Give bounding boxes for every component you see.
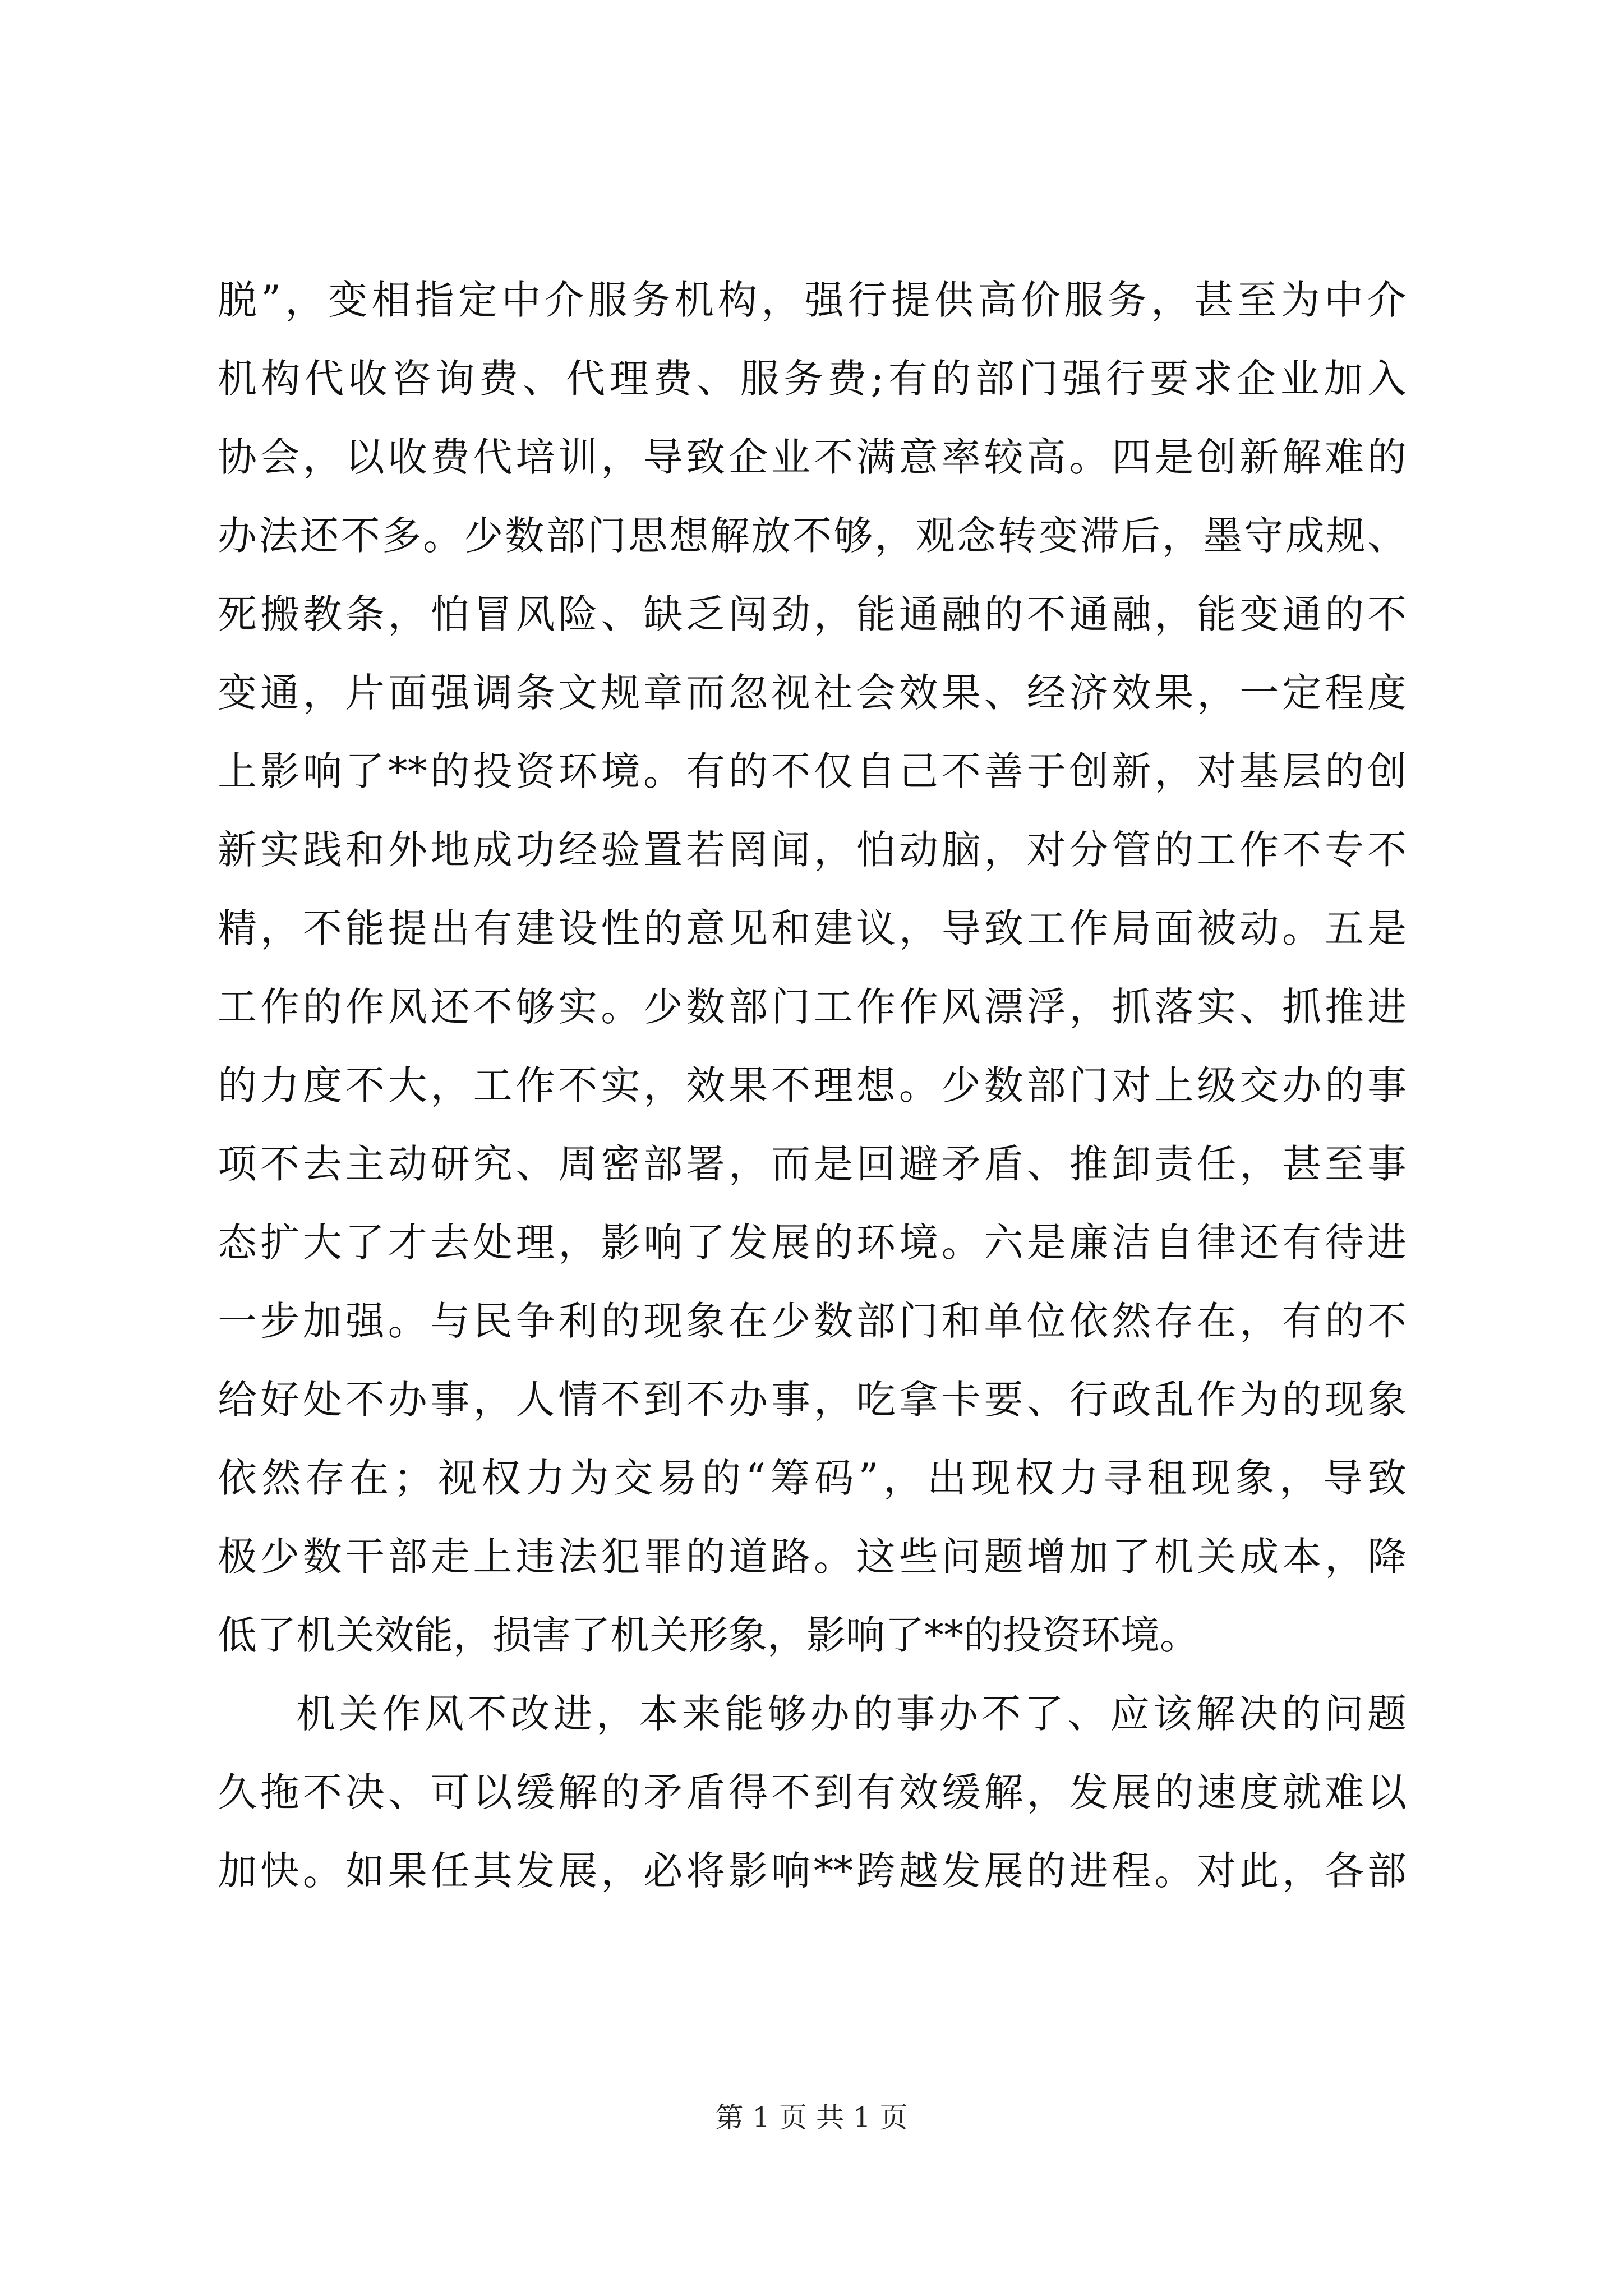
paragraph-end-line: 低了机关效能，损害了机关形象，影响了**的投资环境。: [218, 1612, 1199, 1658]
text-line: 办法还不多。少数部门思想解放不够，观念转变滞后，墨守成规、: [218, 513, 1407, 559]
text-line: 变通，片面强调条文规章而忽视社会效果、经济效果，一定程度: [218, 670, 1407, 716]
text-line: 上影响了**的投资环境。有的不仅自己不善于创新，对基层的创: [218, 748, 1407, 794]
text-line: 脱”，变相指定中介服务机构，强行提供高价服务，甚至为中介: [218, 277, 1407, 323]
text-line: 机构代收咨询费、代理费、服务费;有的部门强行要求企业加入: [218, 356, 1407, 402]
text-line: 加快。如果任其发展，必将影响**跨越发展的进程。对此，各部: [218, 1848, 1407, 1894]
text-line: 久拖不决、可以缓解的矛盾得不到有效缓解，发展的速度就难以: [218, 1769, 1407, 1815]
text-line: 态扩大了才去处理，影响了发展的环境。六是廉洁自律还有待进: [218, 1220, 1407, 1266]
text-line: 死搬教条，怕冒风险、缺乏闯劲，能通融的不通融，能变通的不: [218, 591, 1407, 637]
text-line: 精，不能提出有建设性的意见和建议，导致工作局面被动。五是: [218, 905, 1407, 951]
paragraph-start-line: 机关作风不改进，本来能够办的事办不了、应该解决的问题: [296, 1691, 1407, 1737]
text-line: 的力度不大，工作不实，效果不理想。少数部门对上级交办的事: [218, 1062, 1407, 1108]
text-line: 协会，以收费代培训，导致企业不满意率较高。四是创新解难的: [218, 434, 1407, 480]
text-line: 极少数干部走上违法犯罪的道路。这些问题增加了机关成本，降: [218, 1534, 1407, 1580]
text-line: 给好处不办事，人情不到不办事，吃拿卡要、行政乱作为的现象: [218, 1377, 1407, 1423]
text-line: 一步加强。与民争利的现象在少数部门和单位依然存在，有的不: [218, 1298, 1407, 1344]
text-line: 依然存在；视权力为交易的“筹码”，出现权力寻租现象，导致: [218, 1455, 1407, 1501]
document-body: [218, 261, 1407, 1910]
text-line: 新实践和外地成功经验置若罔闻，怕动脑，对分管的工作不专不: [218, 827, 1407, 873]
text-line: 项不去主动研究、周密部署，而是回避矛盾、推卸责任，甚至事: [218, 1141, 1407, 1187]
text-line: 工作的作风还不够实。少数部门工作作风漂浮，抓落实、抓推进: [218, 984, 1407, 1030]
page-number-footer: 第 1 页 共 1 页: [715, 2101, 908, 2134]
